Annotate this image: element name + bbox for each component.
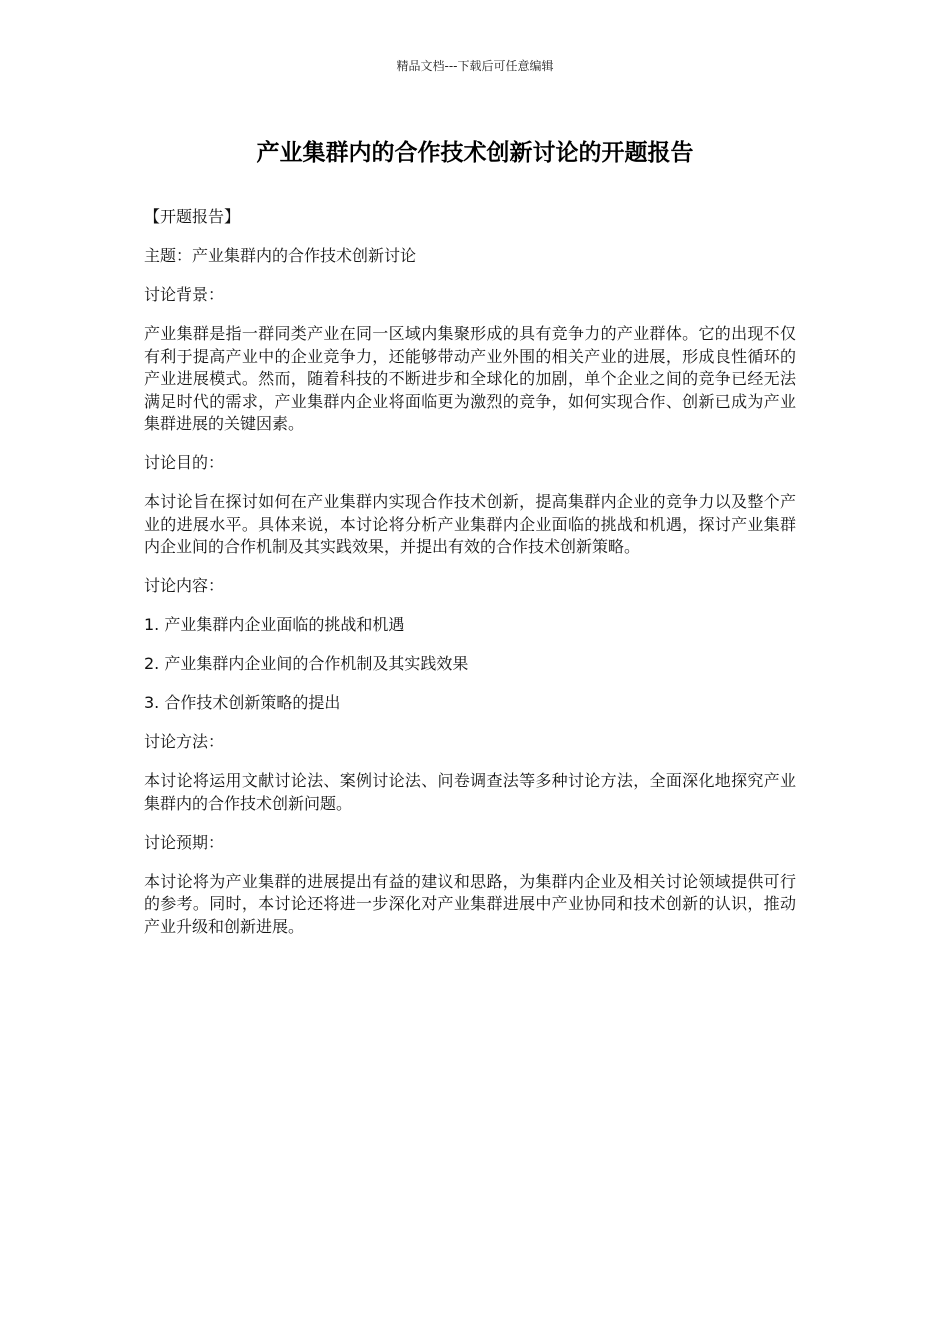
content-item-2: 2. 产业集群内企业间的合作机制及其实践效果 bbox=[144, 654, 469, 673]
heading-expectation: 讨论预期： bbox=[144, 832, 225, 852]
section-tag: 【开题报告】 bbox=[144, 207, 241, 226]
header-note: 精品文档---下载后可任意编辑 bbox=[396, 59, 554, 73]
heading-content: 讨论内容： bbox=[144, 576, 225, 595]
heading-purpose: 讨论目的： bbox=[144, 453, 225, 472]
paragraph-purpose: 本讨论旨在探讨如何在产业集群内实现合作技术创新，提高集群内企业的竞争力以及整个产业的进展水平。具体来说，本讨论将分析产业集群内企业面临的挑战和机遇，探讨产业集群内企业间的合作机制及其实践效果，并提出有效的合作技术创新策略。 bbox=[144, 492, 796, 556]
heading-method: 讨论方法： bbox=[144, 732, 225, 751]
document-title: 产业集群内的合作技术创新讨论的开题报告 bbox=[256, 140, 694, 166]
heading-background: 讨论背景： bbox=[144, 285, 225, 304]
content-item-3: 3. 合作技术创新策略的提出 bbox=[144, 693, 341, 712]
topic-line: 主题：产业集群内的合作技术创新讨论 bbox=[144, 246, 417, 265]
paragraph-method: 本讨论将运用文献讨论法、案例讨论法、问卷调查法等多种讨论方法，全面深化地探究产业集群内的合作技术创新问题。 bbox=[144, 771, 796, 813]
document-body bbox=[144, 206, 796, 955]
paragraph-background: 产业集群是指一群同类产业在同一区域内集聚形成的具有竞争力的产业群体。它的出现不仅有利于提高产业中的企业竞争力，还能够带动产业外围的相关产业的进展，形成良性循环的产业进展模式。然而，随着科技的不断进步和全球化的加剧，单个企业之间的竞争已经无法满足时代的需求，产业集群内企业将面临更为激烈的竞争，如何实现合作、创新已成为产业集群进展的关键因素。 bbox=[144, 324, 796, 433]
paragraph-expectation: 本讨论将为产业集群的进展提出有益的建议和思路，为集群内企业及相关讨论领域提供可行的参考。同时，本讨论还将进一步深化对产业集群进展中产业协同和技术创新的认识，推动产业升级和创新进展。 bbox=[144, 871, 796, 936]
content-item-1: 1. 产业集群内企业面临的挑战和机遇 bbox=[144, 615, 405, 634]
